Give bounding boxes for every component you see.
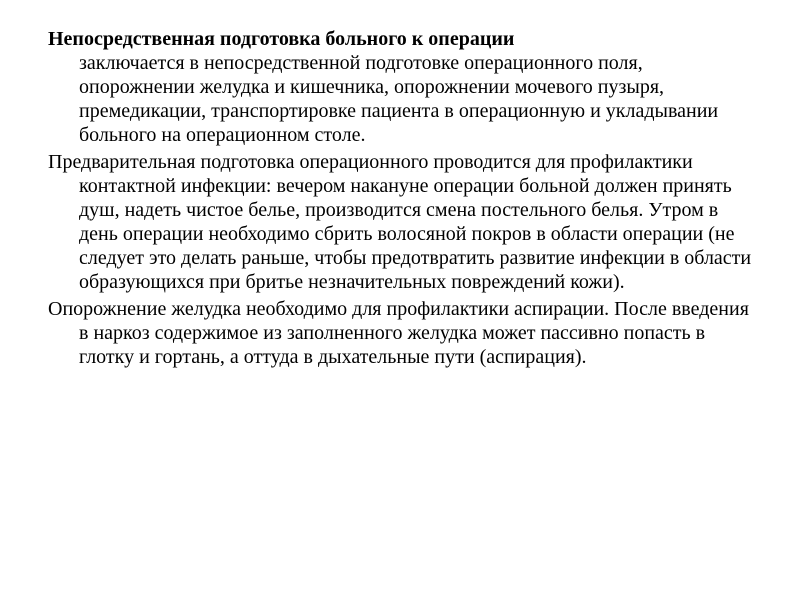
- paragraph-text: Предварительная подготовка операционного проводится для профилактики контактной инфекции: вечером накануне операции больной должен принять душ, надеть чистое белье, производится смена постельного белья. Утром в день операции необходимо сбрить волосяной покров в области операции (не следует это делать раньше, чтобы предотвратить развитие инфекции в области образующихся при бритье незначительных повреждений кожи).: [48, 151, 752, 293]
- paragraph-lead-heading: Непосредственная подготовка больного к операции: [48, 28, 515, 50]
- paragraph-preliminary-preparation: [48, 150, 752, 294]
- paragraph-text: Опорожнение желудка необходимо для профилактики аспирации. После введения в наркоз содержимое из заполненного желудка может пассивно попасть в глотку и гортань, а оттуда в дыхательные пути (аспирация).: [48, 298, 749, 368]
- paragraph-preparation-definition: [48, 27, 752, 147]
- slide-text-body: [48, 27, 752, 372]
- paragraph-text: заключается в непосредственной подготовке операционного поля, опорожнении желудка и кишечника, опорожнении мочевого пузыря, премедикации, транспортировке пациента в операционную и укладывании больного на операционном столе.: [79, 52, 719, 146]
- paragraph-stomach-emptying: [48, 297, 752, 369]
